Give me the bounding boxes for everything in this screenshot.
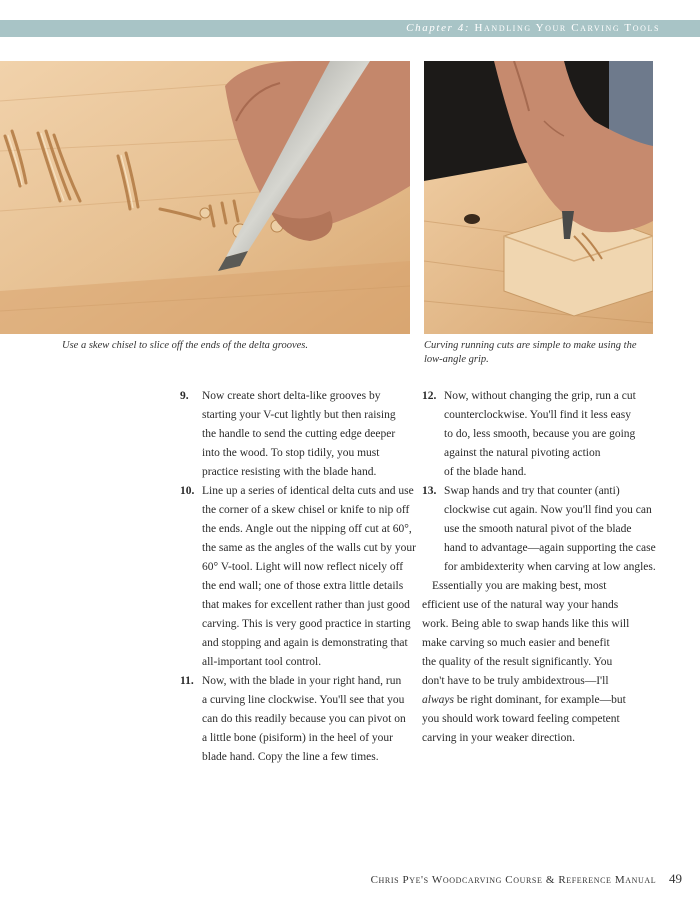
text-line: can do this readily because you can pivot on xyxy=(202,713,406,725)
text-line: use the smooth natural pivot of the blade xyxy=(444,523,632,535)
emphasis: always xyxy=(422,694,454,706)
text-line: the end wall; one of those extra little details xyxy=(202,580,404,592)
text-line: you should work toward feeling competent xyxy=(422,713,620,725)
step-number: 9. xyxy=(180,390,189,402)
step-number: 12. xyxy=(422,390,437,402)
figure-caption-left: Use a skew chisel to slice off the ends of the delta grooves. xyxy=(62,340,309,351)
step-12 xyxy=(422,387,660,482)
chapter-number: Chapter 4: xyxy=(406,22,471,34)
page-number: 49 xyxy=(669,871,682,886)
text-line: the same as the angles of the walls cut by your xyxy=(202,542,416,554)
body-paragraph xyxy=(422,577,660,748)
text-line: Line up a series of identical delta cuts and use xyxy=(202,485,414,497)
text-line: and stopping and again is demonstrating that xyxy=(202,637,408,649)
text-line: the ends. Angle out the nipping off cut at 60°, xyxy=(202,523,412,535)
text-line: against the natural pivoting action xyxy=(444,447,601,459)
text-line xyxy=(422,691,660,710)
chapter-header xyxy=(406,21,660,36)
step-11 xyxy=(180,672,416,767)
text-line: for ambidexterity when carving at low angles. xyxy=(444,561,656,573)
text-line: into the wood. To stop tidily, you must xyxy=(202,447,380,459)
chapter-title: Handling Your Carving Tools xyxy=(474,22,660,34)
text-line: that makes for excellent rather than just good xyxy=(202,599,410,611)
page-footer xyxy=(371,871,682,887)
photo-skew-chisel-delta-grooves xyxy=(0,61,410,334)
text-line: the quality of the result significantly. You xyxy=(422,656,613,668)
figure-caption-right: Curving running cuts are simple to make using the low-angle grip. xyxy=(424,340,637,365)
text-line: Essentially you are making best, most xyxy=(432,580,607,592)
text-column-right xyxy=(422,387,660,748)
text-line: the corner of a skew chisel or knife to nip off xyxy=(202,504,410,516)
step-number: 10. xyxy=(180,485,195,497)
text-line: Now create short delta-like grooves by xyxy=(202,390,381,402)
text-line: 60° V-tool. Light will now reflect nicely off xyxy=(202,561,404,573)
photo-low-angle-grip xyxy=(424,61,653,334)
step-number: 13. xyxy=(422,485,437,497)
text-line: a little bone (pisiform) in the heel of your xyxy=(202,732,393,744)
step-number: 11. xyxy=(180,675,194,687)
text-line: starting your V-cut lightly but then raising xyxy=(202,409,396,421)
text-line: practice resisting with the blade hand. xyxy=(202,466,377,478)
text-line: make carving so much easier and benefit xyxy=(422,637,610,649)
text-line: the handle to send the cutting edge deeper xyxy=(202,428,396,440)
text-line: clockwise cut again. Now you'll find you can xyxy=(444,504,652,516)
text-line: Now, without changing the grip, run a cut xyxy=(444,390,636,402)
book-title: Chris Pye's Woodcarving Course & Reference Manual xyxy=(370,874,657,886)
text-line: all-important tool control. xyxy=(202,656,322,668)
text-line: Now, with the blade in your right hand, run xyxy=(202,675,402,687)
text-line: hand to advantage—again supporting the case xyxy=(444,542,656,554)
chapter-header-bar xyxy=(0,20,700,37)
text-fragment: be right dominant, for example—but xyxy=(453,694,626,706)
text-line: Swap hands and try that counter (anti) xyxy=(444,485,620,497)
step-9 xyxy=(180,387,416,482)
text-line: don't have to be truly ambidextrous—I'll xyxy=(422,675,609,687)
text-line: carving in your weaker direction. xyxy=(422,732,575,744)
text-line: blade hand. Copy the line a few times. xyxy=(202,751,379,763)
step-10 xyxy=(180,482,416,672)
text-line: of the blade hand. xyxy=(444,466,527,478)
text-line: counterclockwise. You'll find it less easy xyxy=(444,409,632,421)
text-line: to do, less smooth, because you are going xyxy=(444,428,636,440)
text-line: efficient use of the natural way your hands xyxy=(422,599,619,611)
text-line: a curving line clockwise. You'll see that you xyxy=(202,694,405,706)
text-line: work. Being able to swap hands like this will xyxy=(422,618,630,630)
text-column-left xyxy=(180,387,416,767)
text-line: carving. This is very good practice in starting xyxy=(202,618,411,630)
step-13 xyxy=(422,482,660,577)
